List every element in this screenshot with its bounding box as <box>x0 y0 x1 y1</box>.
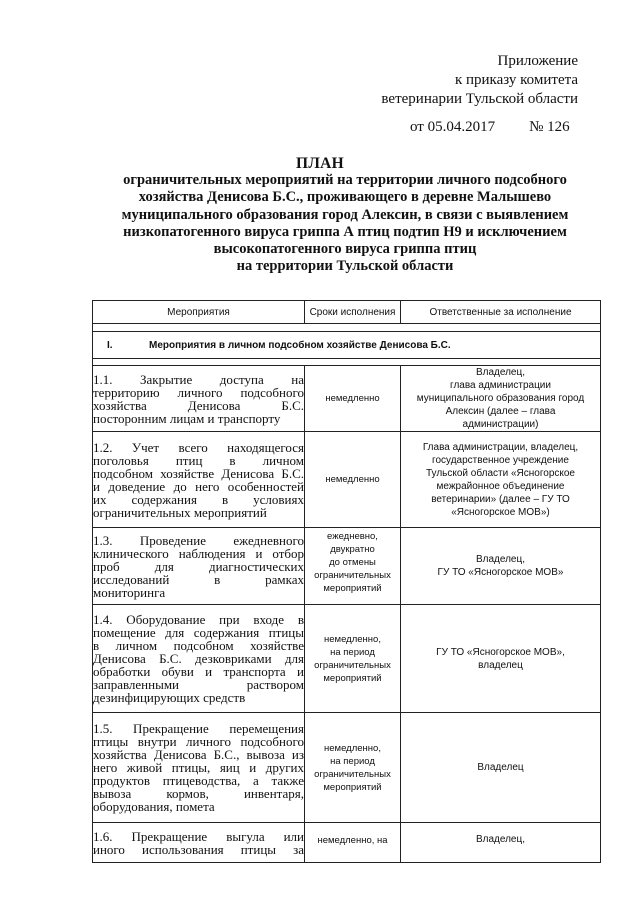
order-date: от 05.04.2017 <box>410 119 496 135</box>
order-date-number <box>410 119 570 136</box>
order-number: № 126 <box>529 119 570 135</box>
deadline-cell: немедленно <box>305 432 401 528</box>
document-title: ПЛАН <box>295 155 345 172</box>
table-row <box>93 605 601 713</box>
header-responsible: Ответственные за исполнение <box>401 301 601 324</box>
table-row <box>93 432 601 528</box>
table-row <box>93 366 601 432</box>
table-row <box>93 823 601 863</box>
responsible-cell: Владелец, <box>401 823 601 863</box>
header-measures: Мероприятия <box>93 301 305 324</box>
event-cell: 1.5. Прекращение перемещения птицы внутри личного подсобного хозяйства Денисова Б.С., вывоза из него живой птицы, яиц и других продуктов птицеводства, а также вывоза кормов, инвентаря, оборудования, помета <box>93 713 305 823</box>
subtitle-line: муниципального образования город Алексин, в связи с выявлением <box>121 206 569 223</box>
section-title: Мероприятия в личном подсобном хозяйстве Денисова Б.С. <box>149 339 451 351</box>
deadline-cell: немедленно, на период ограничительных мероприятий <box>305 605 401 713</box>
table-row <box>93 713 601 823</box>
appendix-line-2: к приказу комитета <box>454 72 578 88</box>
deadline-cell: немедленно, на <box>305 823 401 863</box>
deadline-cell: немедленно <box>305 366 401 432</box>
subtitle-line: высокопатогенного вируса гриппа птиц <box>213 241 477 258</box>
responsible-cell: Владелец <box>401 713 601 823</box>
table-header-row <box>93 301 601 324</box>
subtitle-line: хозяйства Денисова Б.С., проживающего в деревне Малышево <box>138 189 552 206</box>
event-cell: 1.1. Закрытие доступа на территорию личного подсобного хозяйства Денисова Б.С. посторонним лицам и транспорту <box>93 366 305 432</box>
appendix-block <box>381 52 578 109</box>
deadline-cell: ежедневно, двукратно до отмены ограничительных мероприятий <box>305 528 401 605</box>
subtitle-line: низкопатогенного вируса гриппа А птиц подтип Н9 и исключением <box>123 223 567 240</box>
event-cell: 1.6. Прекращение выгула или иного использования птицы за <box>93 823 305 863</box>
responsible-cell: Владелец, ГУ ТО «Ясногорское МОВ» <box>401 528 601 605</box>
header-deadline: Сроки исполнения <box>305 301 401 324</box>
document-subtitle <box>100 172 590 276</box>
responsible-cell: Глава администрации, владелец, государственное учреждение Тульской области «Ясногорское межрайонное объединение ветеринарии» (далее – ГУ ТО «Ясногорское МОВ») <box>401 432 601 528</box>
table-row <box>93 528 601 605</box>
event-cell: 1.4. Оборудование при входе в помещение для содержания птицы в личном подсобном хозяйстве Денисова Б.С. дезковриками для обработки обуви и транспорта и заправленными раствором дезинфицирующих средств <box>93 605 305 713</box>
subtitle-line: на территории Тульской области <box>236 258 454 275</box>
measures-table <box>92 300 601 863</box>
appendix-line-3: ветеринарии Тульской области <box>381 91 578 107</box>
section-row <box>93 332 601 359</box>
subtitle-line: ограничительных мероприятий на территории личного подсобного <box>123 172 567 188</box>
section-cell <box>93 332 601 359</box>
responsible-cell: ГУ ТО «Ясногорское МОВ», владелец <box>401 605 601 713</box>
section-number: I. <box>107 339 113 351</box>
event-cell: 1.2. Учет всего находящегося поголовья птиц в личном подсобном хозяйстве Денисова Б.С. и доведение до него особенностей их содержания в условиях ограничительных мероприятий <box>93 432 305 528</box>
responsible-cell: Владелец, глава администрации муниципального образования город Алексин (далее – глава администрации) <box>401 366 601 432</box>
appendix-line-1: Приложение <box>497 53 578 69</box>
deadline-cell: немедленно, на период ограничительных мероприятий <box>305 713 401 823</box>
event-cell: 1.3. Проведение ежедневного клинического наблюдения и отбор проб для диагностических исследований в рамках мониторинга <box>93 528 305 605</box>
